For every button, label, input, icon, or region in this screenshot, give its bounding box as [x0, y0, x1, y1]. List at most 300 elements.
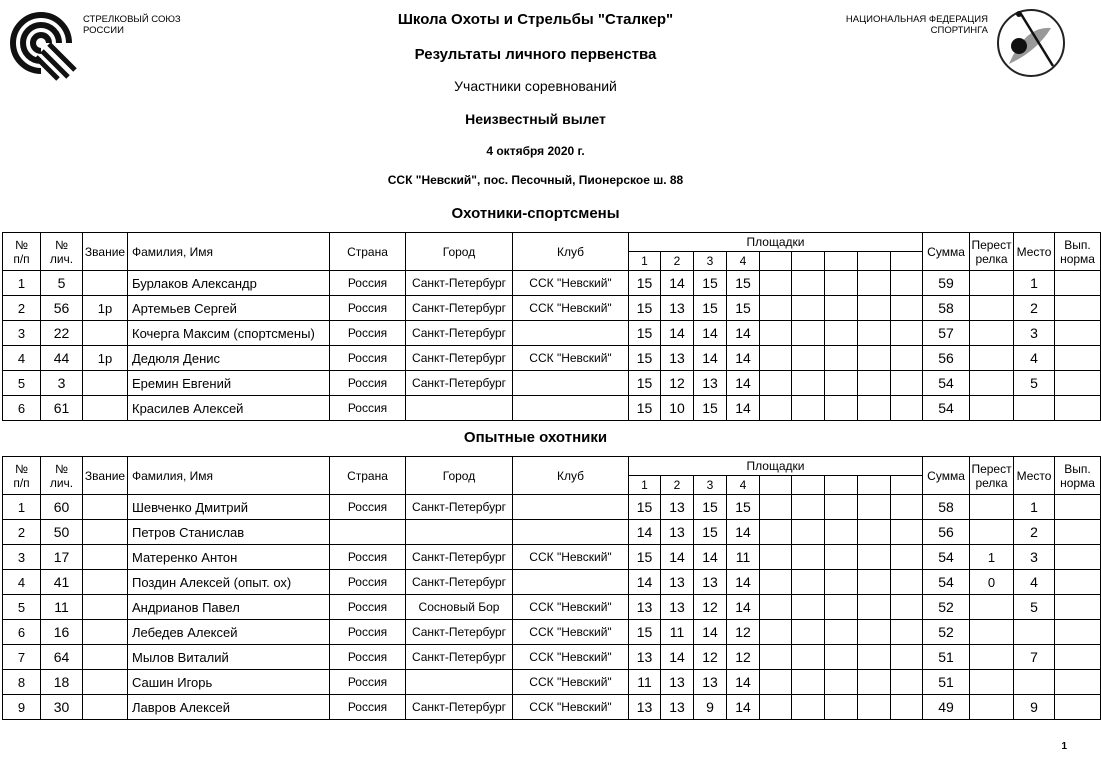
lic-cell: 64: [41, 645, 83, 670]
norm-cell: [1055, 620, 1101, 645]
num-cell: 2: [3, 296, 41, 321]
col-lic-header: [41, 457, 83, 495]
num-cell: 5: [3, 371, 41, 396]
rank-cell: [83, 396, 128, 421]
norm-cell: [1055, 595, 1101, 620]
club-cell: [513, 570, 629, 595]
score-cell: 15: [629, 620, 661, 645]
col-sum-header: Сумма: [923, 457, 970, 495]
header-line: релка: [975, 251, 1008, 266]
empty-score-cell: [858, 321, 891, 346]
header-line: Перест: [971, 461, 1012, 476]
rank-cell: 1р: [83, 346, 128, 371]
score-cell: 9: [694, 695, 727, 720]
empty-score-cell: [825, 645, 858, 670]
platform-number-header: 1: [629, 476, 661, 495]
group-title: Опытные охотники: [463, 429, 608, 446]
empty-score-cell: [792, 346, 825, 371]
name-cell: Андрианов Павел: [128, 595, 330, 620]
table-row: [3, 321, 1101, 346]
shootoff-cell: [970, 670, 1014, 695]
page-title: Школа Охоты и Стрельбы "Сталкер": [397, 11, 674, 28]
rank-cell: [83, 620, 128, 645]
country-cell: Россия: [330, 271, 406, 296]
empty-score-cell: [792, 670, 825, 695]
score-cell: 13: [661, 520, 694, 545]
empty-score-cell: [891, 520, 923, 545]
score-cell: 14: [694, 545, 727, 570]
name-cell: Мылов Виталий: [128, 645, 330, 670]
name-cell: Бурлаков Александр: [128, 271, 330, 296]
empty-score-cell: [858, 570, 891, 595]
rank-cell: [83, 695, 128, 720]
shootoff-cell: [970, 296, 1014, 321]
place-cell: 4: [1014, 346, 1055, 371]
page-number: 1: [1061, 741, 1067, 752]
empty-score-cell: [825, 296, 858, 321]
platform-number-header: [760, 476, 792, 495]
col-shootoff-header: [970, 233, 1014, 271]
platform-number-header: 3: [694, 252, 727, 271]
score-cell: 14: [661, 271, 694, 296]
score-cell: 13: [694, 371, 727, 396]
event-venue: ССК "Невский", пос. Песочный, Пионерское ш. 88: [387, 173, 684, 187]
score-cell: 14: [629, 520, 661, 545]
score-cell: 13: [661, 570, 694, 595]
empty-score-cell: [792, 271, 825, 296]
empty-score-cell: [792, 645, 825, 670]
col-norm-header: [1055, 233, 1101, 271]
empty-score-cell: [858, 371, 891, 396]
shootoff-cell: [970, 495, 1014, 520]
org-right-name: НАЦИОНАЛЬНАЯ ФЕДЕРАЦИЯ СПОРТИНГА: [845, 14, 988, 36]
club-cell: [513, 321, 629, 346]
num-cell: 2: [3, 520, 41, 545]
page-subtitle: Результаты личного первенства: [414, 46, 657, 63]
rank-cell: [83, 520, 128, 545]
score-cell: 13: [661, 670, 694, 695]
header-row: [3, 233, 1101, 252]
shootoff-cell: [970, 645, 1014, 670]
empty-score-cell: [825, 595, 858, 620]
score-cell: 14: [727, 520, 760, 545]
score-cell: 11: [629, 670, 661, 695]
empty-score-cell: [891, 371, 923, 396]
table-row: [3, 371, 1101, 396]
table-row: [3, 396, 1101, 421]
score-cell: 12: [727, 645, 760, 670]
rank-cell: [83, 645, 128, 670]
norm-cell: [1055, 520, 1101, 545]
header-line: Вып.: [1064, 237, 1091, 252]
num-cell: 8: [3, 670, 41, 695]
place-cell: [1014, 396, 1055, 421]
country-cell: Россия: [330, 620, 406, 645]
sum-cell: 54: [923, 570, 970, 595]
country-cell: Россия: [330, 645, 406, 670]
name-cell: Дедюля Денис: [128, 346, 330, 371]
place-cell: 2: [1014, 520, 1055, 545]
empty-score-cell: [858, 545, 891, 570]
table-row: [3, 570, 1101, 595]
club-cell: ССК "Невский": [513, 296, 629, 321]
platform-number-header: [858, 252, 891, 271]
country-cell: Россия: [330, 570, 406, 595]
empty-score-cell: [792, 695, 825, 720]
norm-cell: [1055, 396, 1101, 421]
empty-score-cell: [760, 296, 792, 321]
rank-cell: [83, 595, 128, 620]
sum-cell: 59: [923, 271, 970, 296]
sum-cell: 58: [923, 495, 970, 520]
num-cell: 3: [3, 321, 41, 346]
platform-number-header: [792, 252, 825, 271]
score-cell: 14: [727, 670, 760, 695]
city-cell: Санкт-Петербург: [406, 296, 513, 321]
empty-score-cell: [858, 695, 891, 720]
empty-score-cell: [825, 670, 858, 695]
score-cell: 12: [727, 620, 760, 645]
country-cell: [330, 520, 406, 545]
empty-score-cell: [760, 645, 792, 670]
empty-score-cell: [825, 695, 858, 720]
name-cell: Еремин Евгений: [128, 371, 330, 396]
lic-cell: 44: [41, 346, 83, 371]
empty-score-cell: [858, 396, 891, 421]
score-cell: 12: [661, 371, 694, 396]
empty-score-cell: [858, 271, 891, 296]
score-cell: 13: [661, 346, 694, 371]
city-cell: Санкт-Петербург: [406, 545, 513, 570]
score-cell: 14: [661, 321, 694, 346]
col-club-header: Клуб: [513, 457, 629, 495]
score-cell: 13: [694, 570, 727, 595]
empty-score-cell: [792, 495, 825, 520]
score-cell: 14: [629, 570, 661, 595]
empty-score-cell: [891, 321, 923, 346]
platform-number-header: 2: [661, 252, 694, 271]
club-cell: ССК "Невский": [513, 645, 629, 670]
col-country-header: Страна: [330, 233, 406, 271]
club-cell: ССК "Невский": [513, 545, 629, 570]
table-row: [3, 670, 1101, 695]
col-rank-header: Звание: [83, 457, 128, 495]
empty-score-cell: [792, 595, 825, 620]
empty-score-cell: [825, 570, 858, 595]
rank-cell: [83, 545, 128, 570]
place-cell: [1014, 670, 1055, 695]
score-cell: 11: [661, 620, 694, 645]
empty-score-cell: [858, 595, 891, 620]
event-date: 4 октября 2020 г.: [486, 144, 585, 158]
results-table: [2, 232, 1101, 421]
header-row: [3, 457, 1101, 476]
sum-cell: 56: [923, 520, 970, 545]
city-cell: Санкт-Петербург: [406, 346, 513, 371]
sum-cell: 51: [923, 645, 970, 670]
empty-score-cell: [891, 296, 923, 321]
shootoff-cell: [970, 595, 1014, 620]
col-place-header: Место: [1014, 233, 1055, 271]
col-name-header: Фамилия, Имя: [128, 457, 330, 495]
country-cell: Россия: [330, 495, 406, 520]
norm-cell: [1055, 695, 1101, 720]
norm-cell: [1055, 570, 1101, 595]
empty-score-cell: [825, 346, 858, 371]
place-cell: 9: [1014, 695, 1055, 720]
col-num-header: [3, 233, 41, 271]
empty-score-cell: [760, 620, 792, 645]
table-row: [3, 271, 1101, 296]
place-cell: 1: [1014, 495, 1055, 520]
num-cell: 7: [3, 645, 41, 670]
empty-score-cell: [858, 620, 891, 645]
city-cell: Санкт-Петербург: [406, 695, 513, 720]
empty-score-cell: [760, 520, 792, 545]
country-cell: Россия: [330, 371, 406, 396]
num-cell: 1: [3, 271, 41, 296]
city-cell: Санкт-Петербург: [406, 271, 513, 296]
header-line: норма: [1060, 475, 1095, 490]
empty-score-cell: [891, 695, 923, 720]
empty-score-cell: [760, 545, 792, 570]
score-cell: 15: [694, 396, 727, 421]
col-norm-header: [1055, 457, 1101, 495]
col-city-header: Город: [406, 233, 513, 271]
score-cell: 14: [727, 346, 760, 371]
sum-cell: 58: [923, 296, 970, 321]
col-sum-header: Сумма: [923, 233, 970, 271]
col-num-header: [3, 457, 41, 495]
empty-score-cell: [760, 595, 792, 620]
empty-score-cell: [891, 570, 923, 595]
header-line: норма: [1060, 251, 1095, 266]
rank-cell: [83, 271, 128, 296]
platform-number-header: [792, 476, 825, 495]
shootoff-cell: [970, 620, 1014, 645]
empty-score-cell: [792, 520, 825, 545]
empty-score-cell: [760, 321, 792, 346]
place-cell: 5: [1014, 595, 1055, 620]
table-row: [3, 495, 1101, 520]
empty-score-cell: [891, 346, 923, 371]
table-row: [3, 545, 1101, 570]
num-cell: 6: [3, 396, 41, 421]
col-place-header: Место: [1014, 457, 1055, 495]
header-line: лич.: [49, 251, 74, 266]
country-cell: Россия: [330, 396, 406, 421]
col-country-header: Страна: [330, 457, 406, 495]
score-cell: 13: [661, 695, 694, 720]
club-cell: [513, 520, 629, 545]
empty-score-cell: [858, 645, 891, 670]
col-city-header: Город: [406, 457, 513, 495]
score-cell: 15: [727, 495, 760, 520]
empty-score-cell: [825, 371, 858, 396]
sum-cell: 52: [923, 620, 970, 645]
club-cell: [513, 495, 629, 520]
empty-score-cell: [825, 271, 858, 296]
shootoff-cell: [970, 520, 1014, 545]
norm-cell: [1055, 545, 1101, 570]
place-cell: 3: [1014, 321, 1055, 346]
empty-score-cell: [891, 495, 923, 520]
col-rank-header: Звание: [83, 233, 128, 271]
shootoff-cell: [970, 371, 1014, 396]
empty-score-cell: [891, 670, 923, 695]
platform-number-header: [891, 252, 923, 271]
name-cell: Поздин Алексей (опыт. ох): [128, 570, 330, 595]
rank-cell: [83, 670, 128, 695]
col-shootoff-header: [970, 457, 1014, 495]
score-cell: 13: [661, 296, 694, 321]
score-cell: 13: [629, 695, 661, 720]
shootoff-cell: [970, 396, 1014, 421]
city-cell: Санкт-Петербург: [406, 645, 513, 670]
country-cell: Россия: [330, 670, 406, 695]
score-cell: 14: [661, 545, 694, 570]
rank-cell: [83, 570, 128, 595]
lic-cell: 30: [41, 695, 83, 720]
empty-score-cell: [858, 296, 891, 321]
empty-score-cell: [825, 545, 858, 570]
score-cell: 15: [629, 545, 661, 570]
num-cell: 3: [3, 545, 41, 570]
empty-score-cell: [760, 346, 792, 371]
shootoff-cell: 0: [970, 570, 1014, 595]
results-table: [2, 456, 1101, 720]
place-cell: 2: [1014, 296, 1055, 321]
platform-number-header: [760, 252, 792, 271]
place-cell: 4: [1014, 570, 1055, 595]
score-cell: 13: [629, 595, 661, 620]
header-line: №: [55, 461, 68, 476]
table-row: [3, 620, 1101, 645]
score-cell: 14: [727, 595, 760, 620]
score-cell: 15: [694, 495, 727, 520]
score-cell: 15: [629, 321, 661, 346]
score-cell: 15: [694, 520, 727, 545]
score-cell: 15: [727, 271, 760, 296]
place-cell: 1: [1014, 271, 1055, 296]
table-row: [3, 695, 1101, 720]
empty-score-cell: [792, 545, 825, 570]
empty-score-cell: [825, 620, 858, 645]
name-cell: Сашин Игорь: [128, 670, 330, 695]
table-row: [3, 296, 1101, 321]
score-cell: 10: [661, 396, 694, 421]
rank-cell: [83, 495, 128, 520]
country-cell: Россия: [330, 346, 406, 371]
norm-cell: [1055, 271, 1101, 296]
norm-cell: [1055, 321, 1101, 346]
rank-cell: [83, 321, 128, 346]
col-platforms-header: Площадки: [629, 233, 923, 252]
place-cell: 7: [1014, 645, 1055, 670]
country-cell: Россия: [330, 595, 406, 620]
place-cell: 5: [1014, 371, 1055, 396]
sum-cell: 54: [923, 396, 970, 421]
empty-score-cell: [891, 271, 923, 296]
shootoff-cell: [970, 695, 1014, 720]
platform-number-header: [825, 252, 858, 271]
col-club-header: Клуб: [513, 233, 629, 271]
score-cell: 13: [661, 595, 694, 620]
city-cell: [406, 670, 513, 695]
lic-cell: 22: [41, 321, 83, 346]
sum-cell: 49: [923, 695, 970, 720]
empty-score-cell: [792, 620, 825, 645]
club-cell: ССК "Невский": [513, 620, 629, 645]
norm-cell: [1055, 296, 1101, 321]
num-cell: 1: [3, 495, 41, 520]
empty-score-cell: [858, 670, 891, 695]
empty-score-cell: [891, 595, 923, 620]
empty-score-cell: [891, 545, 923, 570]
col-platforms-header: Площадки: [629, 457, 923, 476]
num-cell: 9: [3, 695, 41, 720]
lic-cell: 50: [41, 520, 83, 545]
name-cell: Кочерга Максим (спортсмены): [128, 321, 330, 346]
empty-score-cell: [760, 271, 792, 296]
score-cell: 15: [629, 346, 661, 371]
platform-number-header: [858, 476, 891, 495]
score-cell: 14: [694, 321, 727, 346]
empty-score-cell: [792, 570, 825, 595]
empty-score-cell: [792, 371, 825, 396]
header-line: п/п: [13, 475, 30, 490]
lic-cell: 60: [41, 495, 83, 520]
score-cell: 15: [727, 296, 760, 321]
score-cell: 14: [727, 321, 760, 346]
club-cell: ССК "Невский": [513, 670, 629, 695]
score-cell: 14: [727, 695, 760, 720]
norm-cell: [1055, 371, 1101, 396]
country-cell: Россия: [330, 321, 406, 346]
name-cell: Лавров Алексей: [128, 695, 330, 720]
club-cell: ССК "Невский": [513, 595, 629, 620]
header-line: Вып.: [1064, 461, 1091, 476]
club-cell: ССК "Невский": [513, 271, 629, 296]
platform-number-header: 2: [661, 476, 694, 495]
empty-score-cell: [891, 645, 923, 670]
num-cell: 6: [3, 620, 41, 645]
score-cell: 14: [694, 346, 727, 371]
name-cell: Лебедев Алексей: [128, 620, 330, 645]
col-name-header: Фамилия, Имя: [128, 233, 330, 271]
lic-cell: 56: [41, 296, 83, 321]
city-cell: Санкт-Петербург: [406, 570, 513, 595]
shootoff-cell: [970, 321, 1014, 346]
norm-cell: [1055, 495, 1101, 520]
place-cell: 3: [1014, 545, 1055, 570]
score-cell: 15: [629, 296, 661, 321]
lic-cell: 11: [41, 595, 83, 620]
lic-cell: 18: [41, 670, 83, 695]
sum-cell: 54: [923, 545, 970, 570]
score-cell: 12: [694, 645, 727, 670]
empty-score-cell: [760, 670, 792, 695]
shootoff-cell: 1: [970, 545, 1014, 570]
score-cell: 14: [727, 371, 760, 396]
empty-score-cell: [792, 296, 825, 321]
name-cell: Матеренко Антон: [128, 545, 330, 570]
empty-score-cell: [858, 346, 891, 371]
header-line: Перест: [971, 237, 1012, 252]
empty-score-cell: [760, 495, 792, 520]
score-cell: 14: [661, 645, 694, 670]
event-name: Неизвестный вылет: [465, 111, 606, 127]
